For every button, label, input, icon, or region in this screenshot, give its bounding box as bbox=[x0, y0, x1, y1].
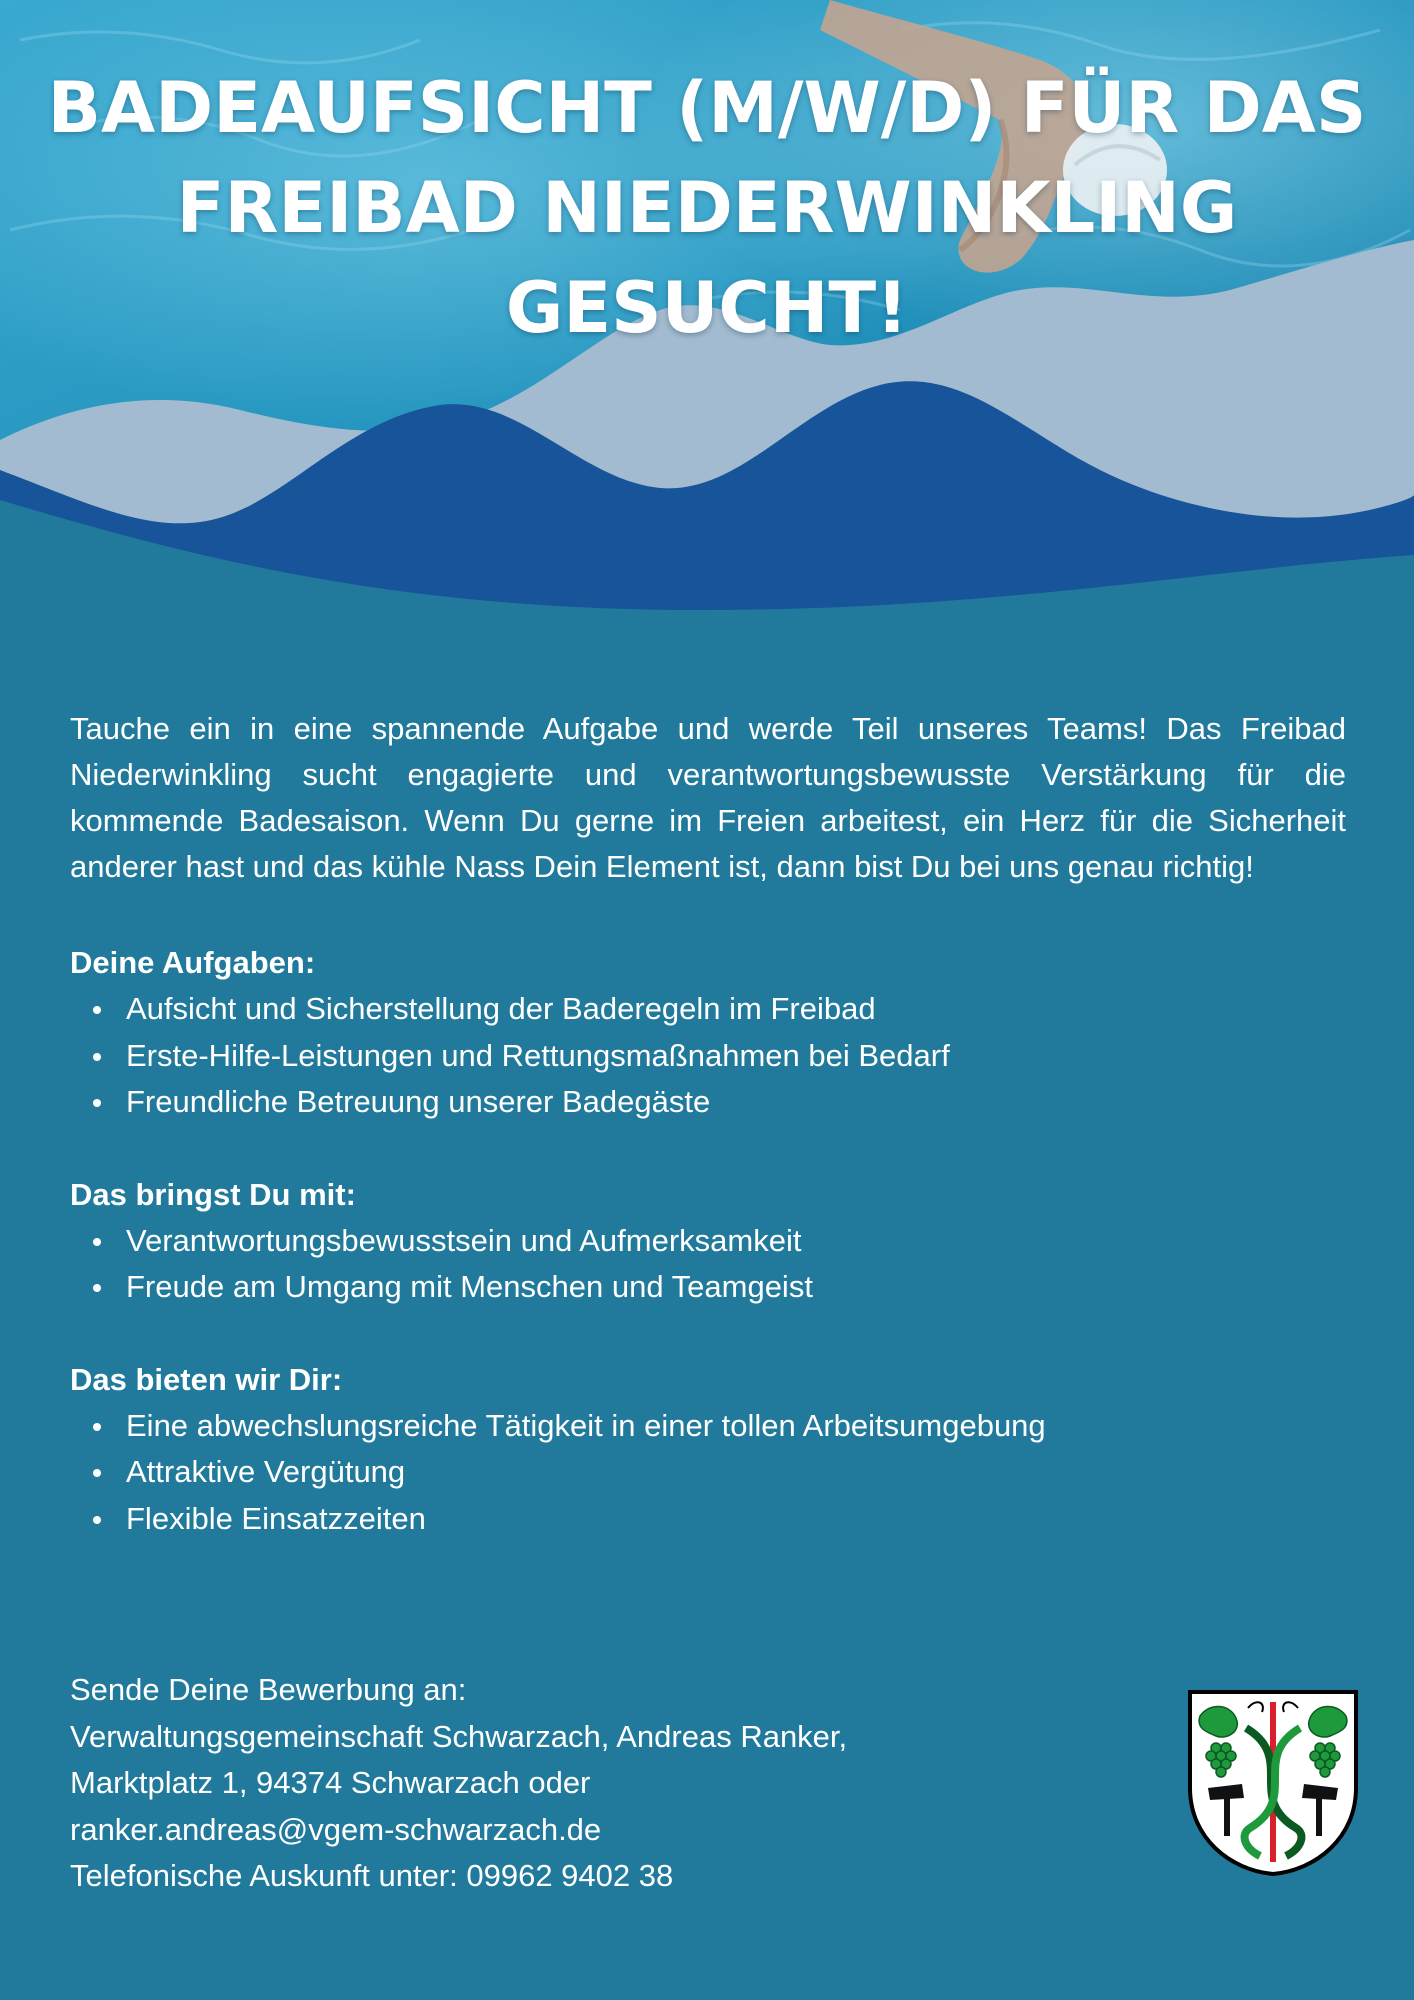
contact-intro: Sende Deine Bewerbung an: bbox=[70, 1672, 467, 1707]
list-item: Attraktive Vergütung bbox=[70, 1449, 1346, 1496]
list-item: Erste-Hilfe-Leistungen und Rettungsmaßnahmen bei Bedarf bbox=[70, 1033, 1346, 1080]
title-line-2: FREIBAD NIEDERWINKLING bbox=[176, 167, 1238, 249]
list-item: Verantwortungsbewusstsein und Aufmerksamkeit bbox=[70, 1218, 1346, 1265]
job-description bbox=[70, 706, 1346, 1588]
list-item: Aufsicht und Sicherstellung der Baderegeln im Freibad bbox=[70, 986, 1346, 1033]
tasks-list bbox=[70, 986, 1346, 1126]
page-title bbox=[40, 58, 1374, 358]
contact-block bbox=[70, 1667, 1120, 1900]
offers-title: Das bieten wir Dir: bbox=[70, 1361, 343, 1397]
contact-email[interactable]: ranker.andreas@vgem-schwarzach.de bbox=[70, 1811, 602, 1847]
list-item: Freude am Umgang mit Menschen und Teamgeist bbox=[70, 1264, 1346, 1311]
requirements-list bbox=[70, 1218, 1346, 1311]
contact-phone: Telefonische Auskunft unter: 09962 9402 38 bbox=[70, 1858, 674, 1893]
offers-list bbox=[70, 1403, 1346, 1543]
title-line-1: BADEAUFSICHT (M/W/D) FÜR DAS bbox=[47, 67, 1367, 149]
contact-address: Marktplatz 1, 94374 Schwarzach oder bbox=[70, 1765, 591, 1800]
list-item: Freundliche Betreuung unserer Badegäste bbox=[70, 1079, 1346, 1126]
list-item: Flexible Einsatzzeiten bbox=[70, 1496, 1346, 1543]
coat-of-arms-icon bbox=[1186, 1688, 1360, 1878]
tasks-title: Deine Aufgaben: bbox=[70, 945, 316, 980]
title-line-3: GESUCHT! bbox=[505, 267, 909, 349]
intro-paragraph: Tauche ein in eine spannende Aufgabe und werde Teil unseres Teams! Das Freibad Niederwinkling sucht engagierte und verantwortungsbewusste Verstärkung für die kommende Badesaison. Wenn Du gerne im Freien arbeitest, ein Herz für die Sicherheit anderer hast und das kühle Nass Dein Element ist, dann bist Du bei uns genau richtig! bbox=[70, 711, 1346, 884]
requirements-title: Das bringst Du mit: bbox=[70, 1176, 356, 1212]
contact-organization: Verwaltungsgemeinschaft Schwarzach, Andreas Ranker, bbox=[70, 1718, 848, 1754]
hero-banner bbox=[0, 0, 1414, 620]
list-item: Eine abwechslungsreiche Tätigkeit in einer tollen Arbeitsumgebung bbox=[70, 1403, 1346, 1450]
